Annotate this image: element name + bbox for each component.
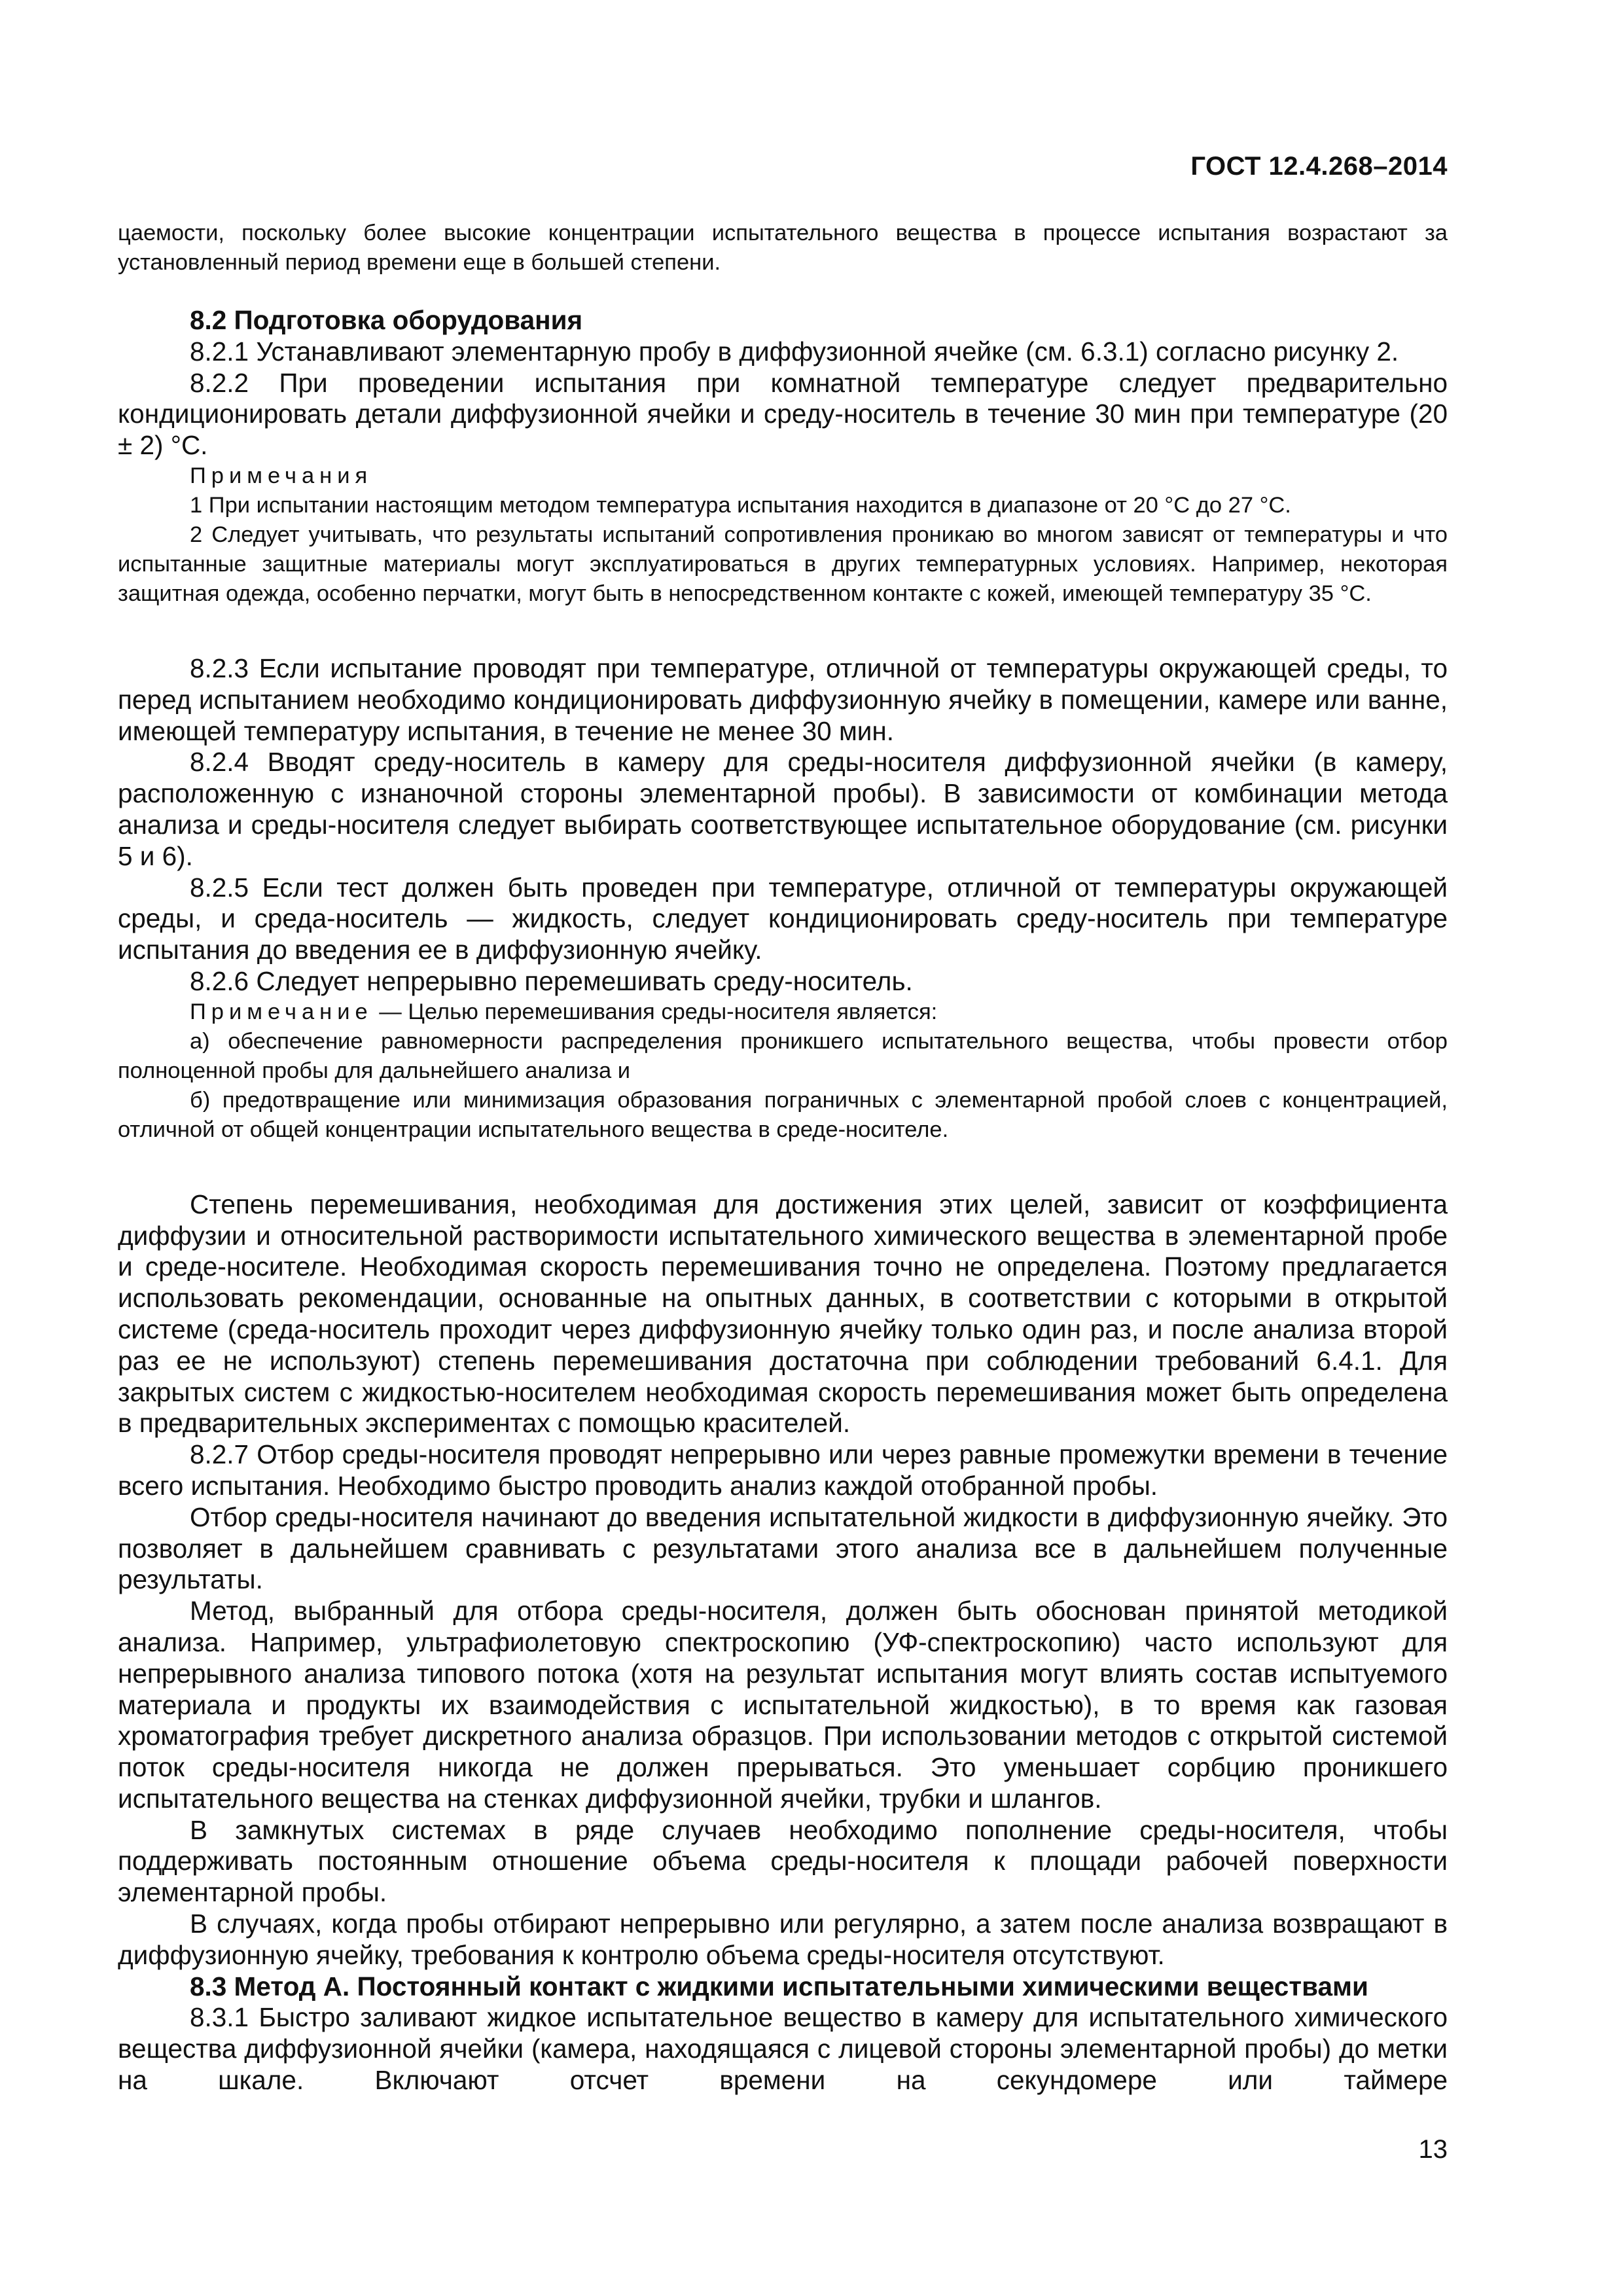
paragraph-8-2-1: 8.2.1 Устанавливают элементарную пробу в диффузионной ячейке (см. 6.3.1) согласно рисунку 2. <box>190 336 1399 367</box>
closed-systems-paragraph: В замкнутых системах в ряде случаев необходимо пополнение среды-носителя, чтобы поддерживать постоянным отношение объема среды-носителя к площади рабочей поверхности элементарной пробы. <box>118 1814 1448 1908</box>
note-2: 2 Следует учитывать, что результаты испытаний сопротивления проникаю во многом зависят от температуры и что испытанные защитные материалы могут эксплуатироваться в других температурных условиях. Например, некоторая защитная одежда, особенно перчатки, могут быть в непосредственном контакте с кожей, имеющей температуру 35 °С. <box>118 522 1448 606</box>
document-id-header: ГОСТ 12.4.268–2014 <box>1190 152 1448 181</box>
section-heading-8-3: 8.3 Метод А. Постоянный контакт с жидкими испытательными химическими веществами <box>190 1971 1368 2001</box>
section-heading-8-2: 8.2 Подготовка оборудования <box>190 305 583 335</box>
notes-label <box>118 461 1448 491</box>
paragraph-8-2-5: 8.2.5 Если тест должен быть проведен при температуре, отличной от температуры окружающей среды, и среда-носитель — жидкость, следует кондиционировать среду-носитель при температуре испытания до введения ее в диффузионную ячейку. <box>118 872 1448 965</box>
note-label-text: Примечание <box>190 999 373 1024</box>
paragraph-8-2-6: 8.2.6 Следует непрерывно перемешивать среду-носитель. <box>190 965 913 996</box>
paragraph-8-3-1: 8.3.1 Быстро заливают жидкое испытательное вещество в камеру для испытательного химического вещества диффузионной ячейки (камера, находящаяся с лицевой стороны элементарной пробы) до метки на шкале. Включают отсчет времени на секундомере или таймере <box>118 2002 1448 2096</box>
page-body <box>118 219 1448 2096</box>
note-item-a: а) обеспечение равномерности распределения проникшего испытательного вещества, чтобы провести отбор полноценной пробы для дальнейшего анализа и <box>118 1028 1448 1083</box>
note-intro-text: — Целью перемешивания среды-носителя является: <box>372 999 938 1024</box>
paragraph-8-2-3: 8.2.3 Если испытание проводят при температуре, отличной от температуры окружающей среды, то перед испытанием необходимо кондиционировать диффузионную ячейку в помещении, камере или ванне, имеющей температуру испытания, в течение не менее 30 мин. <box>118 653 1448 746</box>
paragraph-8-2-4: 8.2.4 Вводят среду-носитель в камеру для среды-носителя диффузионной ячейки (в камеру, расположенную с изнаночной стороны элементарной пробы). В зависимости от комбинации метода анализа и среды-носителя следует выбирать соответствующее испытательное оборудование (см. рисунки 5 и 6). <box>118 747 1448 871</box>
note-mixing <box>118 997 1448 1027</box>
note-1: 1 При испытании настоящим методом температура испытания находится в диапазоне от 20 °С до 27 °С. <box>190 492 1291 518</box>
paragraph-8-2-7: 8.2.7 Отбор среды-носителя проводят непрерывно или через равные промежутки времени в течение всего испытания. Необходимо быстро проводить анализ каждой отобранной пробы. <box>118 1439 1448 1501</box>
note-item-b: б) предотвращение или минимизация образования пограничных с элементарной пробой слоев с концентрацией, отличной от общей концентрации испытательного вещества в среде-носителе. <box>118 1087 1448 1142</box>
return-samples-paragraph: В случаях, когда пробы отбирают непрерывно или регулярно, а затем после анализа возвращают в диффузионную ячейку, требования к контролю объема среды-носителя отсутствуют. <box>118 1909 1448 1970</box>
notes-label-text: Примечания <box>190 463 373 488</box>
mixing-paragraph: Степень перемешивания, необходимая для достижения этих целей, зависит от коэффициента диффузии и относительной растворимости испытательного химического вещества в элементарной пробе и среде-носителе. Необходимая скорость перемешивания точно не определена. Поэтому предлагается использовать рекомендации, основанные на опытных данных, в соответствии с которыми в открытой системе (среда-носитель проходит через диффузионную ячейку только один раз, и после анализа второй раз ее не используют) степень перемешивания достаточна при соблюдении требований 6.4.1. Для закрытых систем с жидкостью-носителем необходимая скорость перемешивания может быть определена в предварительных экспериментах с помощью красителей. <box>118 1189 1448 1439</box>
page-number: 13 <box>1418 2135 1448 2164</box>
paragraph-8-2-2: 8.2.2 При проведении испытания при комнатной температуре следует предварительно кондиционировать детали диффузионной ячейки и среду-носитель в течение 30 мин при температуре (20 ± 2) °С. <box>118 367 1448 461</box>
sampling-paragraph: Отбор среды-носителя начинают до введения испытательной жидкости в диффузионную ячейку. Это позволяет в дальнейшем сравнивать с результатами этого анализа все в дальнейшем полученные результаты. <box>118 1501 1448 1595</box>
continuation-paragraph: цаемости, поскольку более высокие концентрации испытательного вещества в процессе испытания возрастают за установленный период времени еще в большей степени. <box>118 221 1448 275</box>
method-paragraph: Метод, выбранный для отбора среды-носителя, должен быть обоснован принятой методикой анализа. Например, ультрафиолетовую спектроскопию (УФ-спектроскопию) часто используют для непрерывного анализа типового потока (хотя на результат испытания могут влиять состав испытуемого материала и продукты их взаимодействия с испытательной жидкостью), в то время как газовая хроматография требует дискретного анализа образцов. При использовании методов с открытой системой поток среды-носителя никогда не должен прерываться. Это уменьшает сорбцию проникшего испытательного вещества на стенках диффузионной ячейки, трубки и шлангов. <box>118 1596 1448 1814</box>
